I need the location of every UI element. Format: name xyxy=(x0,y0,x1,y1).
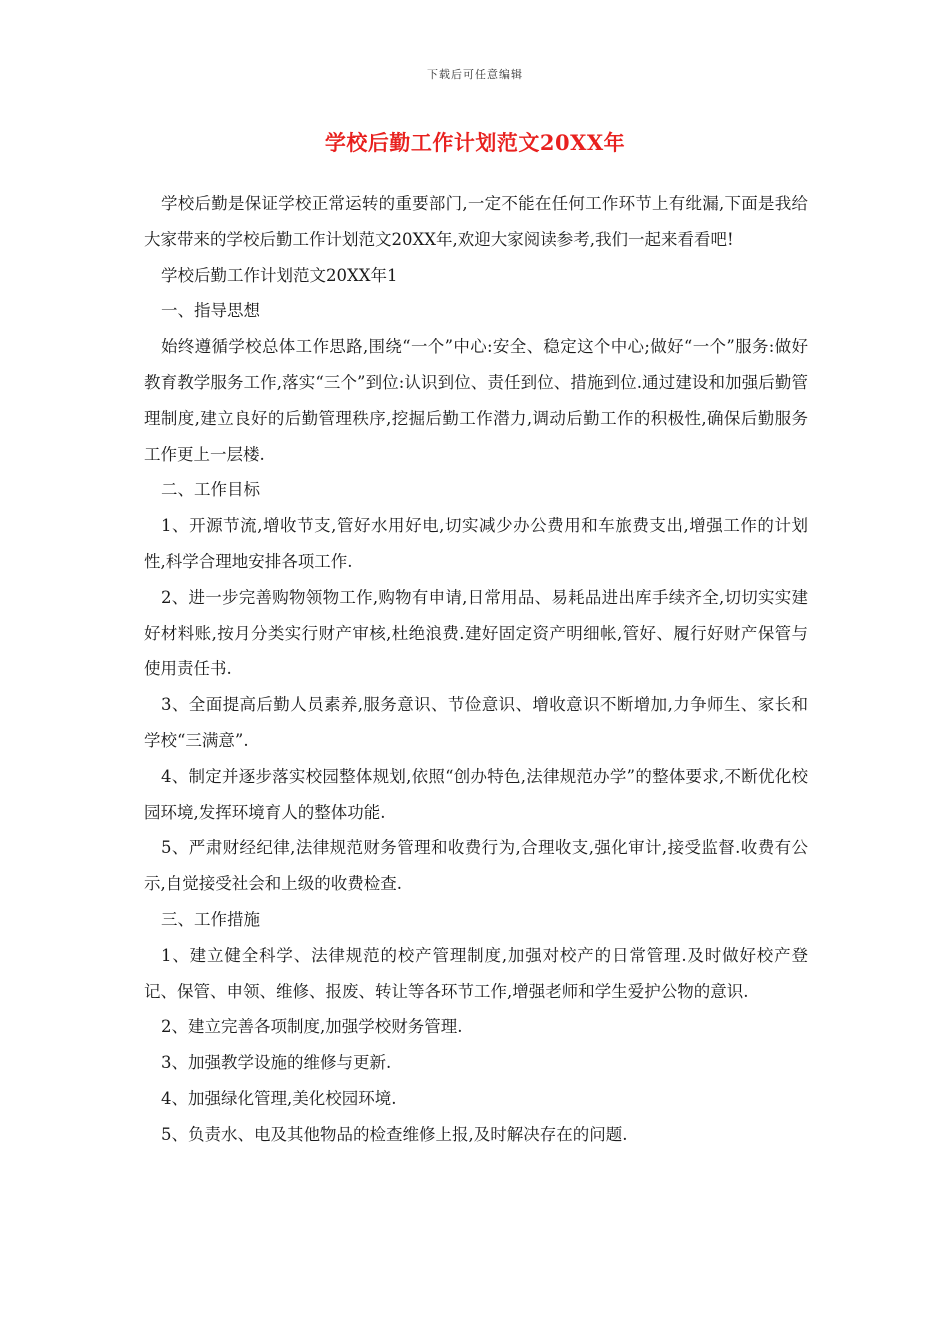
measure-item-3: 3、加强教学设施的维修与更新. xyxy=(161,1053,392,1073)
goal-item-2: 2、进一步完善购物领物工作,购物有申请,日常用品、易耗品进出库手续齐全,切切实实建好材料账,按月分类实行财产审核,杜绝浪费.建好固定资产明细帐,管好、履行好财产保管与使用责任书. xyxy=(144,587,808,679)
measure-item-1: 1、建立健全科学、法律规范的校产管理制度,加强对校产的日常管理.及时做好校产登记、保管、申领、维修、报废、转让等各环节工作,增强老师和学生爱护公物的意识. xyxy=(144,945,808,1001)
goal-item-4: 4、制定并逐步落实校园整体规划,依照“创办特色,法律规范办学”的整体要求,不断优化校园环境,发挥环境育人的整体功能. xyxy=(144,766,808,822)
measure-item-2: 2、建立完善各项制度,加强学校财务管理. xyxy=(161,1017,463,1037)
document-title: 学校后勤工作计划范文20XX年 xyxy=(324,130,626,155)
goal-item-5: 5、严肃财经纪律,法律规范财务管理和收费行为,合理收支,强化审计,接受监督.收费有公示,自觉接受社会和上级的收费检查. xyxy=(144,838,808,894)
measure-item-5: 5、负责水、电及其他物品的检查维修上报,及时解决存在的问题. xyxy=(161,1124,628,1144)
paragraph-guiding-ideology: 始终遵循学校总体工作思路,围绕“一个”中心:安全、稳定这个中心;做好“一个”服务:做好教育教学服务工作,落实“三个”到位:认识到位、责任到位、措施到位.通过建设和加强后勤管理制度,建立良好的后勤管理秩序,挖掘后勤工作潜力,调动后勤工作的积极性,确保后勤服务工作更上一层楼. xyxy=(144,337,808,464)
intro-paragraph: 学校后勤是保证学校正常运转的重要部门,一定不能在任何工作环节上有纰漏,下面是我给大家带来的学校后勤工作计划范文20XX年,欢迎大家阅读参考,我们一起来看看吧! xyxy=(144,194,808,249)
section-heading-guiding-ideology: 一、指导思想 xyxy=(161,301,260,321)
goal-item-3: 3、全面提高后勤人员素养,服务意识、节俭意识、增收意识不断增加,力争师生、家长和学校“三满意”. xyxy=(144,695,808,750)
measure-item-4: 4、加强绿化管理,美化校园环境. xyxy=(161,1088,397,1108)
section-heading-plan-1: 学校后勤工作计划范文20XX年1 xyxy=(161,265,398,285)
document-body xyxy=(144,186,808,1153)
goal-item-1: 1、开源节流,增收节支,管好水用好电,切实减少办公费用和车旅费支出,增强工作的计划性,科学合理地安排各项工作. xyxy=(144,516,808,571)
section-heading-work-goals: 二、工作目标 xyxy=(161,480,260,500)
section-heading-work-measures: 三、工作措施 xyxy=(161,909,260,929)
header-note: 下载后可任意编辑 xyxy=(427,68,523,81)
